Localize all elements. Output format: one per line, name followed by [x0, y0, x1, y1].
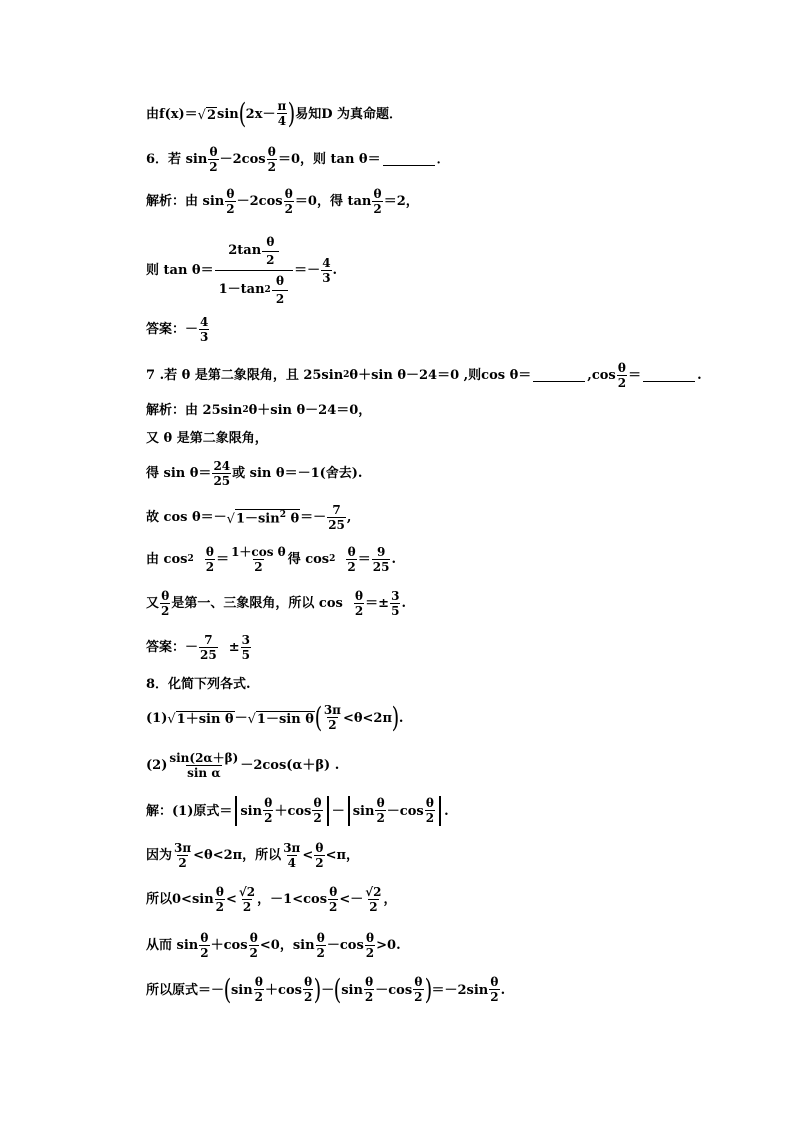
fraction: $\frac{\theta}{2}$: [365, 931, 375, 960]
fraction: $\frac{\theta}{2}$: [364, 975, 374, 1004]
superscript: 2: [242, 405, 249, 415]
text: .: [332, 263, 338, 279]
sqrt: √ 1－sin θ: [247, 711, 314, 727]
text: 得 cos: [287, 552, 330, 568]
fraction: $\frac{\theta}{2}$: [313, 796, 322, 825]
fraction: $\frac{\theta}{2}$: [161, 589, 170, 618]
fraction: $\frac{\theta}{2}$: [226, 187, 235, 216]
fraction: $\frac{4}{3}$: [322, 256, 331, 285]
solution-6-tan: [146, 232, 337, 309]
solution-8-range: [146, 842, 359, 869]
sqrt-2: √ 2: [197, 107, 217, 123]
text: 得 sin θ＝: [146, 466, 212, 482]
superscript: 2: [187, 554, 194, 565]
solution-7-half-angle: [146, 546, 396, 573]
text: －2cos: [219, 152, 266, 168]
fraction: $\frac{√2}{2}$: [238, 885, 256, 914]
fraction: $\frac{\pi}{4}$: [277, 99, 287, 128]
text: sin: [230, 982, 253, 998]
sqrt: √ 1＋sin θ: [167, 711, 234, 727]
fraction: $\frac{\theta}{2}$: [284, 187, 293, 216]
fraction-double-angle: 2tan $\frac{\theta}{2}$ 1－tan 2 $\frac{\theta}{2}$: [215, 232, 294, 309]
fraction: $\frac{\theta}{2}$: [376, 796, 385, 825]
text: .: [697, 368, 702, 384]
superscript: 2: [329, 554, 336, 565]
solution-6: [146, 188, 419, 215]
text: ＝: [628, 368, 642, 384]
fraction: $\frac{\theta}{2}$: [215, 885, 225, 914]
text: ＝0，得 tan: [294, 194, 372, 210]
text: 从而 sin: [146, 938, 199, 954]
text: >0.: [376, 938, 401, 954]
fraction: $\frac{\theta}{2}$: [414, 975, 423, 1004]
text: 所以0<sin: [146, 892, 214, 908]
text: ＝2，: [383, 194, 419, 210]
text: f(x)＝: [159, 106, 198, 122]
text: ＝: [357, 552, 371, 568]
text: －2cos: [236, 194, 283, 210]
solution-8: [146, 796, 449, 826]
text: 解析：由 25sin: [146, 403, 243, 418]
right-paren: ): [287, 97, 296, 130]
text: 则 tan θ＝: [146, 263, 214, 279]
line-1: [146, 97, 403, 130]
question-8-part1: [146, 701, 404, 734]
text: 答案：－: [146, 640, 199, 656]
text: －cos: [375, 982, 413, 998]
fraction: $\frac{\sin(2\alpha+\beta)}{\text{sin α}}$: [169, 751, 239, 780]
fraction: $\frac{\theta}{2}$: [329, 885, 338, 914]
fraction: $\frac{\theta}{2}$: [354, 589, 364, 618]
text: <θ<2π: [342, 710, 392, 726]
question-6: [146, 146, 450, 173]
text: ＝±: [365, 596, 390, 612]
text: 或 sin θ＝－1(舍去).: [232, 466, 363, 482]
fraction: $\frac{\theta}{2}$: [490, 975, 499, 1004]
text: sin: [341, 982, 363, 998]
text: ＝－: [294, 263, 321, 279]
text: ＝－: [300, 510, 327, 526]
fraction: $\frac{7}{25}$: [328, 503, 345, 532]
text: θ＋sin θ－24＝0，: [248, 403, 372, 418]
fraction: $\frac{\theta}{2}$: [617, 361, 627, 390]
text: ＝0，则 tan θ＝: [277, 152, 381, 168]
text: 又: [146, 596, 160, 612]
fraction: $\frac{\theta}{2}$: [347, 545, 356, 574]
text: <π，: [325, 848, 360, 864]
text: 由 cos: [146, 552, 188, 568]
text: ,cos: [587, 368, 616, 384]
text: 8．化简下列各式.: [146, 677, 251, 692]
fraction: $\frac{3\pi}{4}$: [283, 841, 301, 870]
text: 7 .若 θ 是第二象限角，且 25sin: [146, 368, 344, 384]
text: ，－1<cos: [257, 892, 328, 908]
answer-blank: [643, 369, 695, 382]
text: ＋cos: [274, 803, 312, 819]
fraction: $\frac{\theta}{2}$: [254, 975, 264, 1004]
fraction: $\frac{\theta}{2}$: [303, 975, 313, 1004]
fraction: $\frac{3\pi}{2}$: [174, 841, 192, 870]
text: .: [398, 710, 404, 726]
text: .: [500, 982, 506, 998]
fraction: $\frac{\theta}{2}$: [200, 931, 209, 960]
text: ＝: [216, 552, 230, 568]
text: <θ<2π，所以: [193, 848, 282, 864]
solution-8-signs: [146, 932, 401, 959]
question-8-part2: [146, 752, 339, 779]
left-paren: (: [238, 97, 247, 130]
answer-7: [146, 634, 252, 661]
fraction: $\frac{\text{1＋cos θ}}{2}$: [231, 545, 286, 574]
fraction: $\frac{\theta}{2}$: [425, 796, 435, 825]
sqrt: √ $1-\sin^2$ θ: [226, 510, 300, 527]
solution-8-result: [146, 973, 506, 1006]
answer-6: [146, 316, 210, 343]
question-7: [146, 362, 702, 389]
fraction: $\frac{\theta}{2}$: [315, 841, 324, 870]
text: ±: [228, 640, 240, 656]
text: 解析：由 sin: [146, 194, 225, 210]
fraction: $\frac{9}{25}$: [372, 545, 390, 574]
text: －: [331, 803, 345, 819]
left-paren: (: [314, 701, 323, 734]
fraction: $\frac{24}{25}$: [213, 459, 231, 488]
fraction: $\frac{\theta}{2}$: [205, 545, 215, 574]
text: －: [321, 982, 335, 998]
solution-7: [146, 404, 371, 417]
text: 答案：－: [146, 322, 199, 338]
answer-blank: [533, 369, 585, 382]
fraction: $\frac{7}{25}$: [200, 633, 217, 662]
fraction: $\frac{3\pi}{2}$: [323, 703, 341, 732]
right-paren: ): [424, 973, 432, 1006]
text: 2x－: [245, 106, 276, 122]
text: sin: [217, 106, 239, 122]
text: 易知D 为真命题．: [295, 106, 403, 122]
fraction: $\frac{\theta}{2}$: [373, 187, 382, 216]
text: .: [444, 803, 449, 819]
text: 6．若 sin: [146, 152, 208, 168]
text: ,: [346, 510, 352, 526]
text: <0，sin: [259, 938, 315, 954]
text: <－: [339, 892, 364, 908]
left-paren: (: [223, 973, 232, 1006]
text: ，: [383, 892, 397, 908]
solution-7-half-quadrant: [146, 590, 406, 617]
text: 又 θ 是第二象限角，: [146, 431, 268, 446]
text: －cos: [326, 938, 364, 954]
text: 由: [146, 106, 160, 122]
text: －cos: [386, 803, 424, 819]
fraction: $\frac{√2}{2}$: [365, 885, 382, 914]
text: sin: [240, 803, 263, 819]
text: (2): [146, 758, 168, 774]
text: 故 cos θ＝－: [146, 510, 227, 526]
fraction: $\frac{\theta}{2}$: [316, 931, 325, 960]
text: 因为: [146, 848, 173, 864]
text: －: [234, 710, 248, 726]
text: <: [226, 892, 237, 908]
fraction: $\frac{\theta}{2}$: [249, 931, 258, 960]
text: ＝－2sin: [431, 982, 489, 998]
text: ＋cos: [210, 938, 248, 954]
answer-blank: [383, 153, 435, 166]
fraction: $\frac{3}{5}$: [241, 633, 250, 662]
right-paren: ): [313, 973, 322, 1006]
fraction: $\frac{\theta}{2}$: [267, 145, 276, 174]
right-paren: ): [391, 701, 400, 734]
text: .: [401, 596, 406, 612]
solution-7-quadrant: [146, 432, 268, 445]
text: sin: [352, 803, 375, 819]
solution-7-sin: [146, 460, 362, 487]
question-8: [146, 678, 251, 691]
text: －2cos(α＋β) .: [240, 758, 340, 774]
text: 是第一、三象限角，所以 cos: [171, 596, 343, 612]
text: θ＋sin θ－24＝0 ,则cos θ＝: [349, 368, 532, 384]
text: (1): [146, 710, 168, 726]
fraction: $\frac{4}{3}$: [200, 315, 209, 344]
left-paren: (: [333, 973, 342, 1006]
solution-8-bounds: [146, 886, 397, 913]
text: 解：(1)原式＝: [146, 803, 233, 819]
fraction: $\frac{3}{5}$: [391, 589, 400, 618]
text: ＋cos: [265, 982, 302, 998]
text: <: [302, 848, 314, 864]
fraction: $\frac{\theta}{2}$: [209, 145, 218, 174]
fraction: $\frac{\theta}{2}$: [264, 796, 273, 825]
superscript: 2: [343, 370, 350, 381]
solution-7-cos: [146, 504, 351, 531]
text: ．: [436, 152, 450, 168]
text: 所以原式＝－: [146, 982, 225, 998]
text: .: [391, 552, 396, 568]
